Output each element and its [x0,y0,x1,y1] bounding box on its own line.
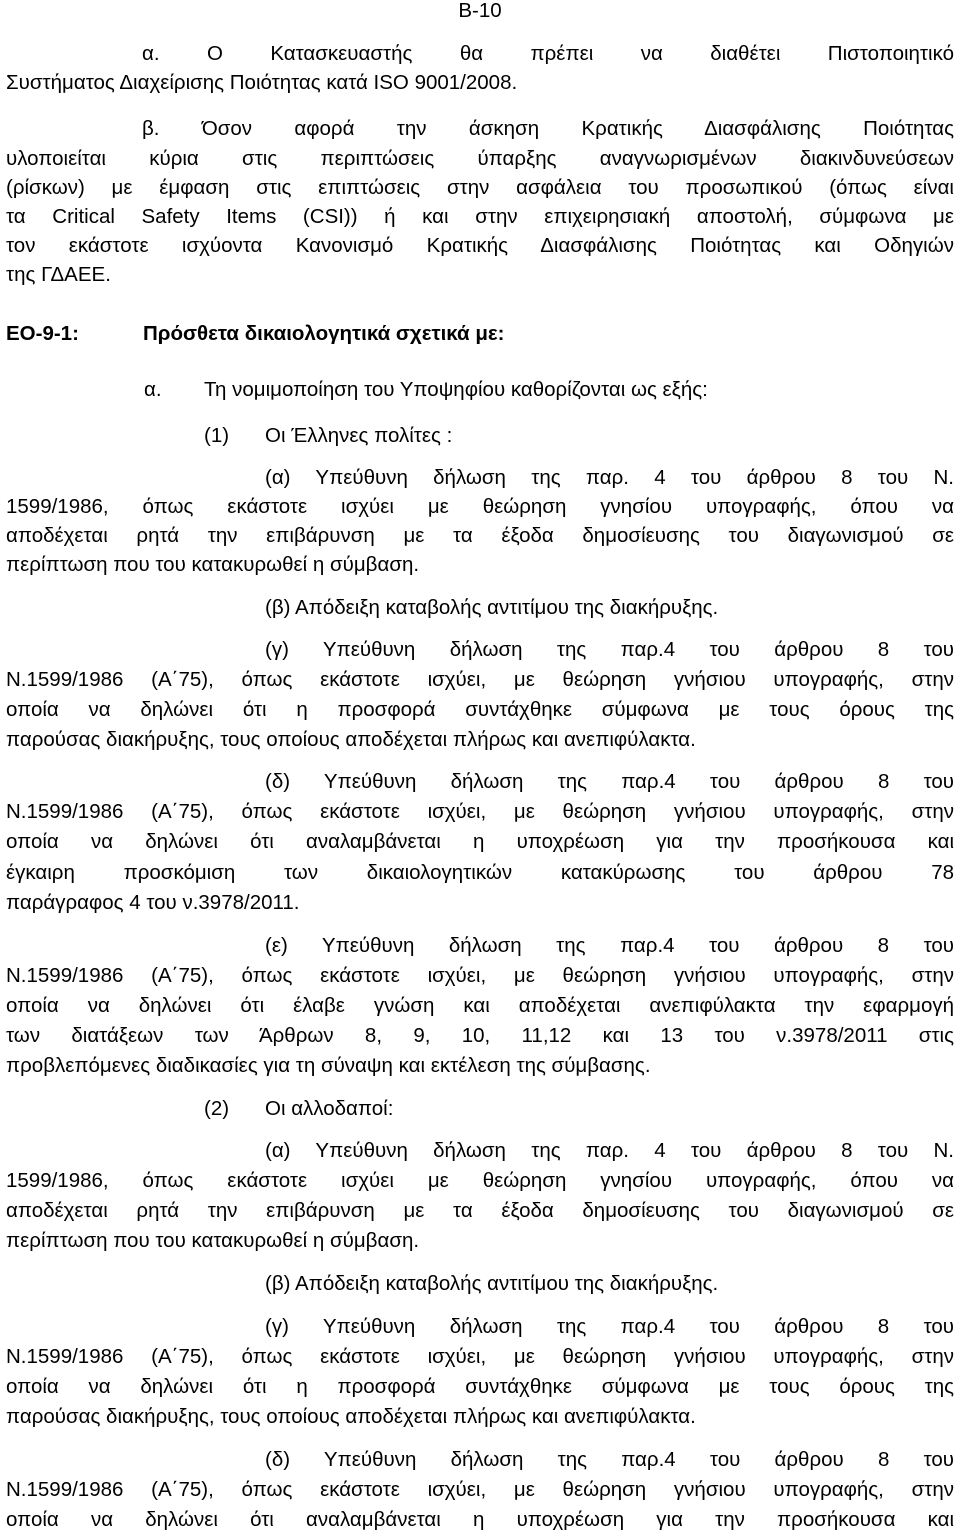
g1-c-line: οποία να δηλώνει ότι η προσφορά συντάχθηκε σύμφωνα με τους όρους της [6,698,954,721]
para-b-line: τα Critical Safety Items (CSI)) ή και στην επιχειρησιακή αποστολή, σύμφωνα με [6,205,954,228]
section-code: ΕΟ-9-1: [6,322,79,345]
g1-e-line: προβλεπόμενες διαδικασίες για τη σύναψη και εκτέλεση της σύμβασης. [6,1054,651,1077]
g1-a-line: (α) Υπεύθυνη δήλωση της παρ. 4 του άρθρου 8 του Ν. [265,466,954,489]
g1-a-line: αποδέχεται ρητά την επιβάρυνση με τα έξοδα δημοσίευσης του διαγωνισμού σε [6,524,954,547]
para-a-line: α. Ο Κατασκευαστής θα πρέπει να διαθέτει Πιστοποιητικό [142,42,954,65]
g2-d-line: Ν.1599/1986 (Α΄75), όπως εκάστοτε ισχύει, με θεώρηση γνήσιου υπογραφής, στην [6,1478,954,1501]
g1-c-line: Ν.1599/1986 (Α΄75), όπως εκάστοτε ισχύει, με θεώρηση γνήσιου υπογραφής, στην [6,668,954,691]
para-a-line: Συστήματος Διαχείρισης Ποιότητας κατά ISO 9001/2008. [6,71,518,94]
g1-a-line: περίπτωση που του κατακυρωθεί η σύμβαση. [6,553,420,576]
g1-c-line: (γ) Υπεύθυνη δήλωση της παρ.4 του άρθρου 8 του [265,638,954,661]
g2-a-line: περίπτωση που του κατακυρωθεί η σύμβαση. [6,1229,420,1252]
g2-a-line: (α) Υπεύθυνη δήλωση της παρ. 4 του άρθρου 8 του Ν. [265,1139,954,1162]
g1-d-line: οποία να δηλώνει ότι αναλαμβάνεται η υποχρέωση για την προσήκουσα και [6,830,954,853]
g1-a-line: 1599/1986, όπως εκάστοτε ισχύει με θεώρηση γνησίου υπογραφής, όπου να [6,495,954,518]
section-title: Πρόσθετα δικαιολογητικά σχετικά με: [143,322,505,345]
g1-d-line: έγκαιρη προσκόμιση των δικαιολογητικών κατακύρωσης του άρθρου 78 [6,861,954,884]
para-b-line: της ΓΔΑΕΕ. [6,263,111,286]
g2-c-line: Ν.1599/1986 (Α΄75), όπως εκάστοτε ισχύει, με θεώρηση γνήσιου υπογραφής, στην [6,1345,954,1368]
item-a-text: Τη νομιμοποίηση του Υποψηφίου καθορίζονται ως εξής: [204,378,708,401]
g1-d-line: (δ) Υπεύθυνη δήλωση της παρ.4 του άρθρου 8 του [265,770,954,793]
g2-d-line: οποία να δηλώνει ότι αναλαμβάνεται η υποχρέωση για την προσήκουσα και [6,1508,954,1531]
item-a-label: α. [144,378,162,401]
g1-e-line: οποία να δηλώνει ότι έλαβε γνώση και αποδέχεται ανεπιφύλακτα την εφαρμογή [6,994,954,1017]
g1-e-line: (ε) Υπεύθυνη δήλωση της παρ.4 του άρθρου 8 του [265,934,954,957]
g2-c-line: (γ) Υπεύθυνη δήλωση της παρ.4 του άρθρου 8 του [265,1315,954,1338]
g2-a-line: 1599/1986, όπως εκάστοτε ισχύει με θεώρηση γνησίου υπογραφής, όπου να [6,1169,954,1192]
para-b-line: υλοποιείται κύρια στις περιπτώσεις ύπαρξης αναγνωρισμένων διακινδυνεύσεων [6,147,954,170]
group1-text: Οι Έλληνες πολίτες : [265,424,453,447]
group2-label: (2) [204,1097,230,1120]
page-number: Β-10 [458,0,502,22]
g2-c-line: οποία να δηλώνει ότι η προσφορά συντάχθηκε σύμφωνα με τους όρους της [6,1375,954,1398]
g1-d-line: παράγραφος 4 του ν.3978/2011. [6,891,300,914]
para-b-line: τον εκάστοτε ισχύοντα Κανονισμό Κρατικής Διασφάλισης Ποιότητας και Οδηγιών [6,234,954,257]
g1-b-line: (β) Απόδειξη καταβολής αντιτίμου της διακήρυξης. [265,596,719,619]
group2-text: Οι αλλοδαποί: [265,1097,394,1120]
g2-d-line: (δ) Υπεύθυνη δήλωση της παρ.4 του άρθρου 8 του [265,1448,954,1471]
para-b-line: (ρίσκων) με έμφαση στις επιπτώσεις στην ασφάλεια του προσωπικού (όπως είναι [6,176,954,199]
g2-b-line: (β) Απόδειξη καταβολής αντιτίμου της διακήρυξης. [265,1272,719,1295]
para-b-line: β. Όσον αφορά την άσκηση Κρατικής Διασφάλισης Ποιότητας [142,117,954,140]
g1-e-line: Ν.1599/1986 (Α΄75), όπως εκάστοτε ισχύει, με θεώρηση γνήσιου υπογραφής, στην [6,964,954,987]
g2-c-line: παρούσας διακήρυξης, τους οποίους αποδέχεται πλήρως και ανεπιφύλακτα. [6,1405,696,1428]
g1-c-line: παρούσας διακήρυξης, τους οποίους αποδέχεται πλήρως και ανεπιφύλακτα. [6,728,696,751]
group1-label: (1) [204,424,230,447]
g1-d-line: Ν.1599/1986 (Α΄75), όπως εκάστοτε ισχύει, με θεώρηση γνήσιου υπογραφής, στην [6,800,954,823]
g2-a-line: αποδέχεται ρητά την επιβάρυνση με τα έξοδα δημοσίευσης του διαγωνισμού σε [6,1199,954,1222]
g1-e-line: των διατάξεων των Άρθρων 8, 9, 10, 11,12 και 13 του ν.3978/2011 στις [6,1024,954,1047]
